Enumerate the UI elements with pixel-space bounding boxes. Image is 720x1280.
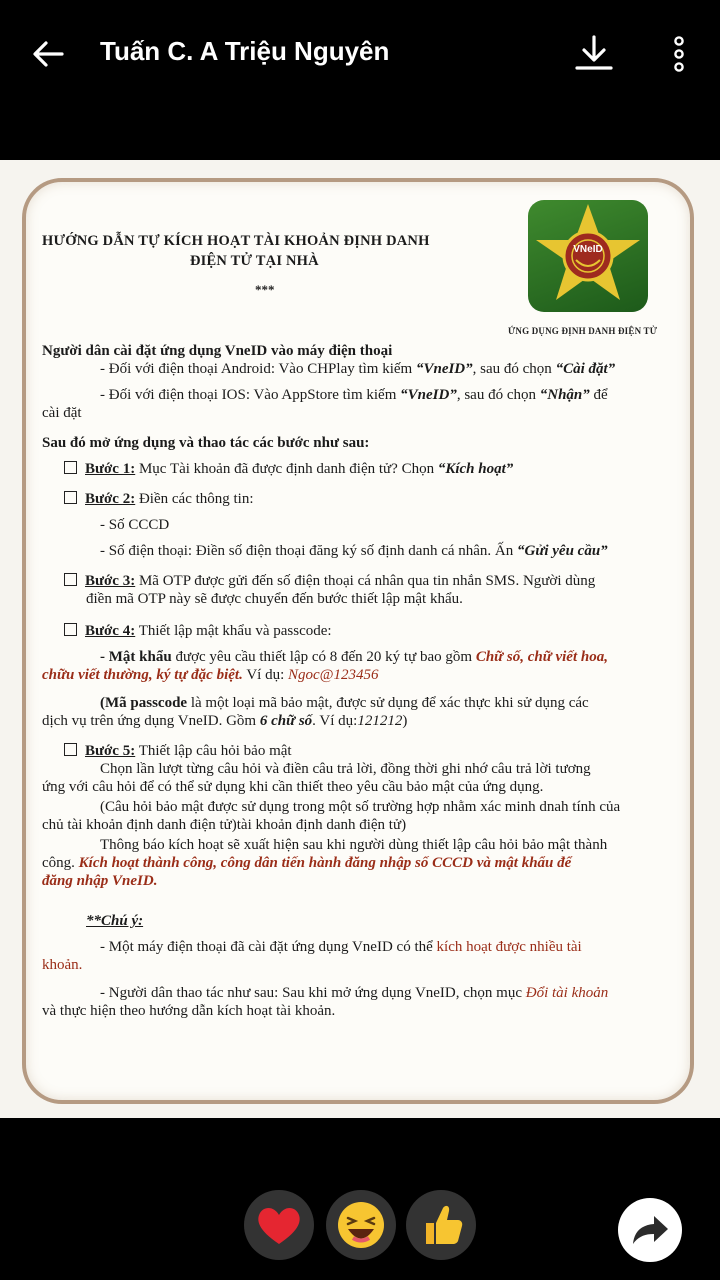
thumbs-up-icon (406, 1190, 476, 1260)
note-2: - Người dân thao tác như sau: Sau khi mở ứng dụng VneID, chọn mục Đổi tài khoản (100, 985, 609, 1001)
step-4: Bước 4: Thiết lập mật khẩu và passcode: (64, 622, 332, 641)
back-arrow-icon[interactable] (28, 34, 68, 74)
shared-photo[interactable] (0, 160, 720, 1118)
intro-android: - Đối với điện thoại Android: Vào CHPlay tìm kiếm “VneID”, sau đó chọn “Cài đặt” (100, 361, 616, 377)
step-2: Bước 2: Điền các thông tin: (64, 490, 254, 509)
react-like-button[interactable] (406, 1190, 476, 1260)
intro-ios-cont: cài đặt (42, 405, 82, 421)
star-emblem-icon (528, 200, 648, 312)
step-3-cont: điền mã OTP này sẽ được chuyển đến bước thiết lập mật khẩu. (86, 591, 463, 607)
share-arrow-icon (618, 1198, 682, 1262)
top-bar (0, 0, 720, 110)
doc-stars: *** (255, 282, 275, 297)
intro-ios: - Đối với điện thoại IOS: Vào AppStore tìm kiếm “VneID”, sau đó chọn “Nhận” để (100, 387, 608, 403)
step-5-p1-l1: Chọn lần lượt từng câu hỏi và điền câu trả lời, đồng thời ghi nhớ câu trả lời tương (100, 761, 591, 777)
note-2-cont: và thực hiện theo hướng dẫn kích hoạt tài khoản. (42, 1003, 336, 1019)
step-4-passcode-cont: dịch vụ trên ứng dụng VneID. Gồm 6 chữ số. Ví dụ:121212) (42, 713, 408, 729)
checkbox-icon (64, 491, 77, 504)
note-1-cont: khoản. (42, 957, 83, 973)
step-5-p3-l1: Thông báo kích hoạt sẽ xuất hiện sau khi người dùng thiết lập câu hỏi bảo mật thành (100, 837, 608, 853)
sender-name: Tuấn C. A Triệu Nguyên (100, 36, 390, 66)
intro-heading: Người dân cài đặt ứng dụng VneID vào máy điện thoại (42, 343, 393, 359)
checkbox-icon (64, 461, 77, 474)
step-5-p3-l3: đăng nhập VneID. (42, 873, 158, 889)
logo-text: VNeID (573, 244, 603, 255)
react-haha-button[interactable] (326, 1190, 396, 1260)
step-4-password-cont: chữu viết thường, ký tự đặc biệt. Ví dụ: Ngoc@123456 (42, 667, 379, 683)
note-1: - Một máy điện thoại đã cài đặt ứng dụng VneID có thể kích hoạt được nhiều tài (100, 939, 582, 955)
doc-title-line1: HƯỚNG DẪN TỰ KÍCH HOẠT TÀI KHOẢN ĐỊNH DANH (42, 233, 430, 249)
step-4-password: - Mật khẩu được yêu cầu thiết lập có 8 đến 20 ký tự bao gồm Chữ số, chữ viết hoa, (100, 649, 608, 665)
logo-caption: ỨNG DỤNG ĐỊNH DANH ĐIỆN TỬ (508, 326, 658, 336)
step-5-p3-l2: công. Kích hoạt thành công, công dân tiến hành đăng nhập số CCCD và mật khẩu để (42, 855, 572, 871)
document-content (0, 160, 720, 1118)
step-5: Bước 5: Thiết lập câu hỏi bảo mật (64, 742, 292, 761)
step-5-p1-l2: ứng với câu hỏi để có thể sử dụng khi cần thiết theo yêu cầu bảo mật của ứng dụng. (42, 779, 544, 795)
share-button[interactable] (618, 1198, 682, 1262)
laughing-face-icon (326, 1190, 396, 1260)
step-1: Bước 1: Mục Tài khoản đã được định danh điện tử? Chọn “Kích hoạt” (64, 460, 513, 479)
download-icon[interactable] (572, 32, 616, 76)
heart-icon (244, 1190, 314, 1260)
checkbox-icon (64, 623, 77, 636)
step-2-item-2: - Số điện thoại: Điền số điện thoại đăng ký số định danh cá nhân. Ấn “Gửi yêu cầu” (100, 543, 608, 559)
doc-title-line2: ĐIỆN TỬ TẠI NHÀ (190, 253, 319, 269)
react-heart-button[interactable] (244, 1190, 314, 1260)
step-4-passcode: (Mã passcode là một loại mã bảo mật, được sử dụng để xác thực khi sử dụng các (100, 695, 589, 711)
checkbox-icon (64, 573, 77, 586)
more-options-icon[interactable] (664, 34, 694, 74)
step-5-p2-l2: chủ tài khoản định danh điện tử)tài khoản định danh điện tử) (42, 817, 407, 833)
checkbox-icon (64, 743, 77, 756)
step-3: Bước 3: Mã OTP được gửi đến số điện thoại cá nhân qua tin nhắn SMS. Người dùng (64, 572, 595, 591)
step-2-item-1: - Số CCCD (100, 517, 170, 533)
note-heading: **Chú ý: (86, 913, 144, 929)
step-5-p2-l1: (Câu hỏi bảo mật được sử dụng trong một số trường hợp nhằm xác minh dnah tính của (100, 799, 621, 815)
vneid-logo (528, 200, 648, 312)
steps-heading: Sau đó mở ứng dụng và thao tác các bước như sau: (42, 435, 370, 451)
